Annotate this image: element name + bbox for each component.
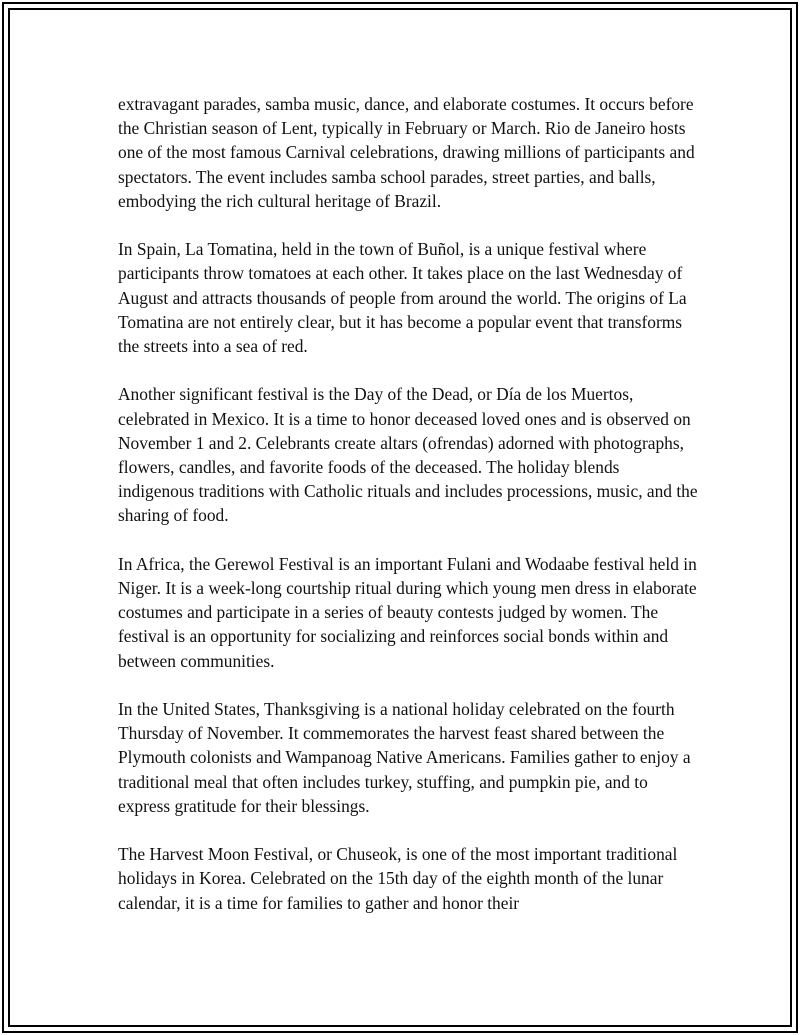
paragraph-thanksgiving: In the United States, Thanksgiving is a national holiday celebrated on the fourth Thursday of November. It commemorates the harvest feast shared between the Plymouth colonists and Wampanoag Native Americans. Families gather to enjoy a traditional meal that often includes turkey, stuffing, and pumpkin pie, and to express gratitude for their blessings. [118,699,691,816]
document-body [118,92,698,939]
paragraph-la-tomatina: In Spain, La Tomatina, held in the town of Buñol, is a unique festival where participants throw tomatoes at each other. It takes place on the last Wednesday of August and attracts thousands of people from around the world. The origins of La Tomatina are not entirely clear, but it has become a popular event that transforms the streets into a sea of red. [118,239,687,357]
paragraph-brazil-carnival: extravagant parades, samba music, dance, and elaborate costumes. It occurs before the Christian season of Lent, typically in February or March. Rio de Janeiro hosts one of the most famous Carnival celebrations, drawing millions of participants and spectators. The event includes samba school parades, street parties, and balls, embodying the rich cultural heritage of Brazil. [118,94,695,211]
paragraph-chuseok: The Harvest Moon Festival, or Chuseok, is one of the most important traditional holidays in Korea. Celebrated on the 15th day of the eighth month of the lunar calendar, it is a time for families to gather and honor their [118,844,678,913]
paragraph-day-of-the-dead: Another significant festival is the Day of the Dead, or Día de los Muertos, celebrated in Mexico. It is a time to honor deceased loved ones and is observed on November 1 and 2. Celebrants create altars (ofrendas) adorned with photographs, flowers, candles, and favorite foods of the deceased. The holiday blends indigenous traditions with Catholic rituals and includes processions, music, and the sharing of food. [118,384,698,526]
paragraph-gerewol-festival: In Africa, the Gerewol Festival is an important Fulani and Wodaabe festival held in Niger. It is a week-long courtship ritual during which young men dress in elaborate costumes and participate in a series of beauty contests judged by women. The festival is an opportunity for socializing and reinforces social bonds within and between communities. [118,553,697,671]
